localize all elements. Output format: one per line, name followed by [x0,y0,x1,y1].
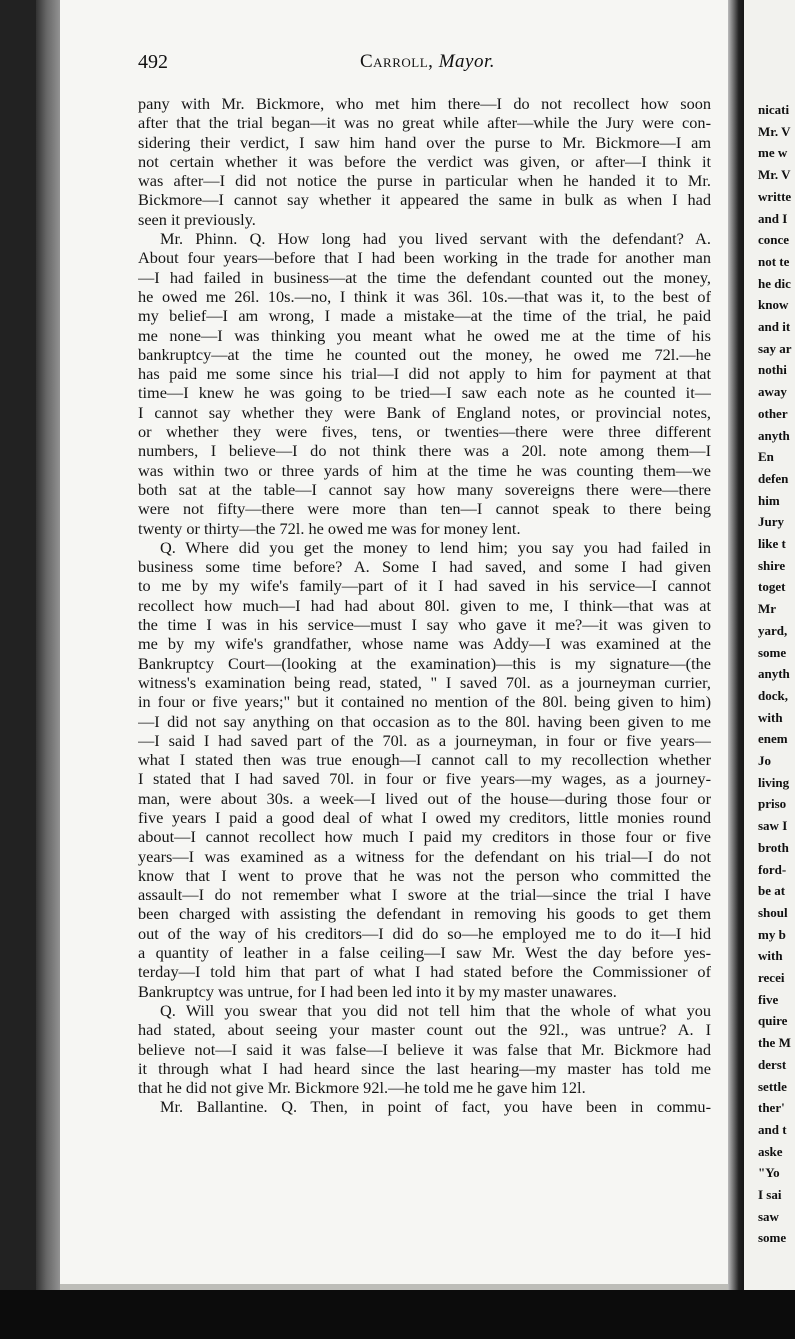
text-line: —I did not say anything on that occasion as to the 80l. having been given to me [138,711,711,731]
next-page-line: shoul [758,904,788,920]
text-line: witness's examination being read, stated, " I saved 70l. as a journeyman currier, [138,672,711,692]
text-line: I stated that I had saved 70l. in four or five years—my wages, as a journey- [138,769,711,789]
next-page-line: enem [758,731,788,747]
text-line: numbers, I believe—I do not think there was a 20l. note among them—I [138,441,711,461]
next-page-line: broth [758,839,789,855]
next-page-line: ford- [758,861,787,877]
text-line: bankruptcy—at the time he counted out the money, he owed me 72l.—he [138,344,711,364]
text-line: to me by my wife's family—part of it I had saved in his service—I cannot [138,576,711,596]
next-page-line: dock, [758,687,788,703]
next-page-line: away [758,384,787,400]
text-line: Q. Where did you get the money to lend him; you say you had failed in [160,537,711,557]
text-line: out of the way of his creditors—I did do so—he employed me to do it—I hid [138,923,711,943]
text-line: about—I cannot recollect how much I paid my creditors in those four or five [138,827,711,847]
text-line: it through what I had heard since the last hearing—my master has told me [138,1058,711,1078]
text-line: years—I was examined as a witness for the defendant on his trial—I do not [138,846,711,866]
next-page-line: be at [758,883,786,899]
next-page-line: Mr. V [758,167,791,183]
next-page-line: settle [758,1078,787,1094]
next-page-line: yard, [758,622,788,638]
text-line: was after—I did not notice the purse in particular when he handed it to Mr. [138,171,711,191]
text-line: sidering their verdict, I saw him hand over the purse to Mr. Bickmore—I am [138,132,711,152]
next-page-line: writte [758,188,792,204]
text-line: not certain whether it was before the verdict was given, or after—I think it [138,151,711,171]
running-head-title: Mayor. [438,51,495,72]
next-page-line: say ar [758,340,792,356]
text-line: man, were about 30s. a week—I lived out of the house—during those four or [138,788,711,808]
text-line: —I said I had saved part of the 70l. as a journeyman, in four or five years— [138,730,711,750]
text-line: Mr. Ballantine. Q. Then, in point of fact, you have been in commu- [160,1097,711,1117]
next-page-line: with [758,948,783,964]
next-page-line: the M [758,1035,791,1051]
text-line: twenty or thirty—the 72l. he owed me was for money lent. [138,518,521,538]
text-line: Mr. Phinn. Q. How long had you lived servant with the defendant? A. [160,229,711,249]
next-page-line: five [758,991,779,1007]
text-line: was within two or three yards of him at the time he was counting them—we [138,460,711,480]
text-line: he owed me 26l. 10s.—no, I think it was 36l. 10s.—that was it, to the best of [138,286,711,306]
next-page-line: and it [758,319,791,334]
text-line: has paid me some since his trial—I did not apply to him for payment at that [138,364,711,384]
text-line: Bickmore—I cannot say whether it appeared the same in bulk as when I had [138,190,711,210]
next-page-line: me w [758,145,788,161]
next-page-line: I sai [758,1187,782,1202]
next-page-line: him [758,492,780,508]
text-line: know that I went to prove that he was not the person who committed the [138,865,711,885]
next-page-line: quire [758,1013,788,1029]
next-page-line: defen [758,470,789,486]
text-line: pany with Mr. Bickmore, who met him there—I do not recollect how soon [138,94,711,113]
next-page-line: other [758,405,788,421]
text-line: time—I knew he was going to be tried—I saw each note as he counted it— [138,383,711,403]
next-page-line: anyth [758,427,790,443]
next-page-line: Mr [758,601,777,617]
text-line: I cannot say whether they were Bank of England notes, or provincial notes, [138,402,711,422]
text-line: after that the trial began—it was no great while after—while the Jury were con- [138,113,711,133]
text-line: terday—I told him that part of what I had stated before the Commissioner of [138,962,711,982]
body-text [138,94,711,1117]
next-page-line: Jo [758,753,771,768]
text-line: had stated, about seeing your master count out the 92l., was untrue? A. I [138,1020,711,1040]
next-page-line: derst [758,1056,787,1072]
next-page-line: and t [758,1121,787,1137]
text-line: Bankruptcy Court—(looking at the examination)—this is my signature—(the [138,653,711,673]
next-page-line: recei [758,970,785,985]
text-line: business some time before? A. Some I had saved, and some I had given [138,557,711,577]
text-line: About four years—before that I had been working in the trade for another man [138,248,711,268]
text-line: believe not—I said it was false—I believe it was false that Mr. Bickmore had [138,1039,711,1059]
next-page-line: some [758,644,787,660]
next-page-line: know [758,297,789,313]
next-page-line: like t [758,536,786,551]
next-page-line: nicati [758,102,790,117]
next-page-line: not te [758,253,790,269]
text-line: me by my wife's grandfather, whose name was Addy—I was examined at the [138,634,711,654]
text-line: or whether they were fives, tens, or twenties—there were three different [138,422,711,442]
running-head-name: Carroll, [360,51,434,72]
running-head [360,51,495,73]
text-line: what I stated then was true enough—I cannot call to my recollection whether [138,750,711,770]
next-page-line: Mr. V [758,123,791,139]
text-line: me none—I was thinking you meant what he owed me at the time of his [138,325,711,345]
text-line: that he did not give Mr. Bickmore 92l.—he told me he gave him 12l. [138,1078,586,1098]
next-page-line: he dic [758,275,791,291]
text-line: assault—I do not remember what I swore at the trial—since the trial I have [138,885,711,905]
next-page-line: with [758,709,783,725]
next-page-line: anyth [758,666,790,682]
book-gutter [36,0,62,1339]
next-page-line: shire [758,557,786,573]
next-page-line: En [758,449,774,465]
next-page-line: some [758,1230,787,1246]
text-line: were not fifty—there were more than ten—I cannot speak to there being [138,499,711,519]
text-line: five years I paid a good deal of what I owed my creditors, little monies round [138,807,711,827]
text-line: Q. Will you swear that you did not tell him that the whole of what you [160,1000,711,1020]
next-page-line: living [758,774,790,790]
next-page-line: and I [758,210,788,226]
text-line: Bankruptcy was untrue, for I had been led into it by my master unawares. [138,981,617,1001]
next-page-line: toget [758,579,786,595]
next-page-line: Jury [758,514,784,530]
text-line: my belief—I am wrong, I made a mistake—at the time of the trial, he paid [138,306,711,326]
next-page-line: aske [758,1143,783,1159]
next-page-line: my b [758,926,786,942]
next-page-fragment [744,0,795,1339]
next-page-line: saw [758,1208,779,1224]
text-line: —I had failed in business—at the time the defendant counted out the money, [138,267,711,287]
page-number: 492 [138,51,168,73]
text-line: in four or five years;" but it contained no mention of the 80l. being given to him) [138,692,711,712]
bottom-background [0,1290,795,1339]
next-page-line: nothi [758,362,787,378]
text-line: recollect how much—I had had about 80l. given to me, I think—that was at [138,595,711,615]
next-page-line: priso [758,796,787,812]
text-line: seen it previously. [138,209,256,229]
next-page-line: "Yo [758,1165,780,1181]
next-page-line: saw I [758,818,788,834]
next-page-line: conce [758,232,790,248]
text-line: a quantity of leather in a false ceiling—I saw Mr. West the day before yes- [138,943,711,963]
text-line: the time I was in his service—must I say who gave it me?—it was given to [138,615,711,635]
next-page-line: ther' [758,1100,785,1116]
text-line: both sat at the table—I cannot say how many sovereigns there were—there [138,479,711,499]
text-line: been charged with assisting the defendant in removing his goods to get them [138,904,711,924]
